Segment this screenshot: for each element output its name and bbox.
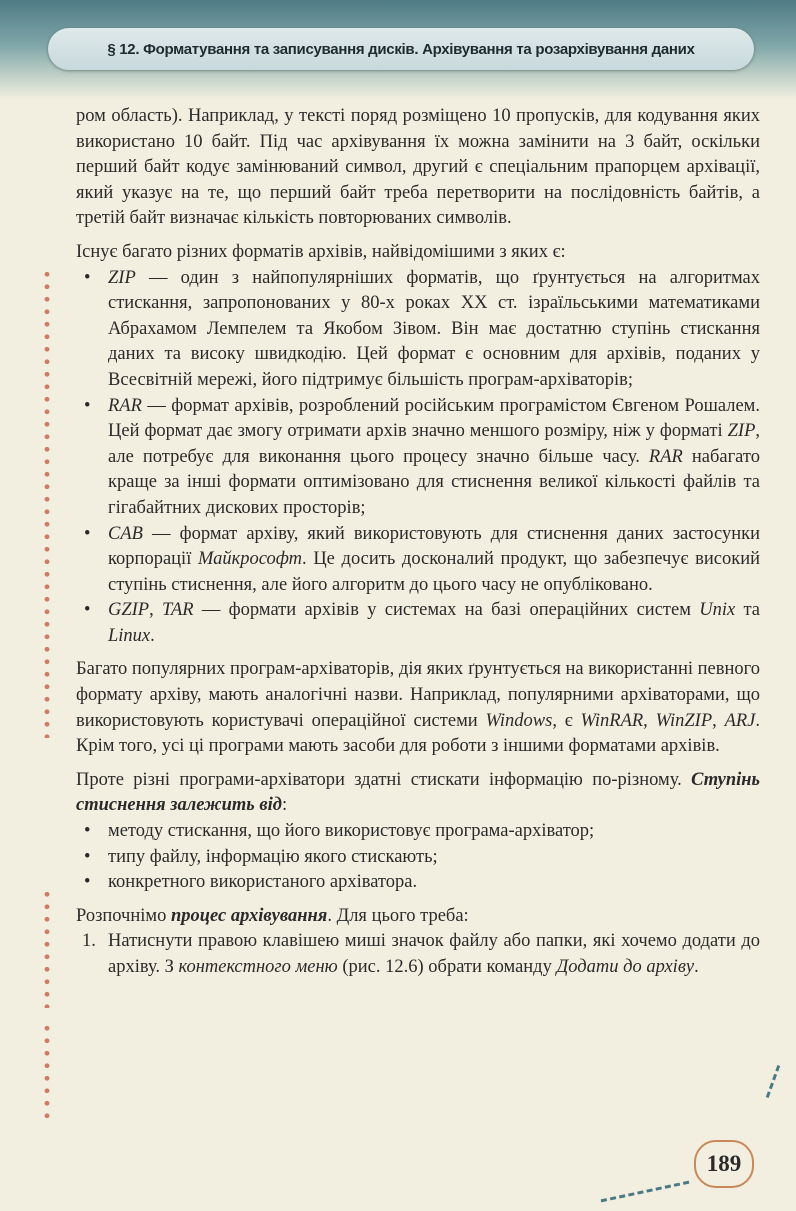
paragraph-compression-depends [76, 768, 760, 819]
margin-dots-2 [44, 888, 50, 1008]
comma: , [643, 710, 656, 731]
decorative-dashed-line [601, 1181, 690, 1203]
cab-description-a: — формат архіву, який використовують для стиснення даних застосунки корпорації [108, 523, 760, 570]
numbered-step-1 [76, 929, 760, 980]
archivers-text-a: Багато популярних програм-архіваторів, дія яких ґрунтується на використанні певного формату архіву, мають аналогічні назви. Наприклад, популярними архіваторами, що використовують користувачі операційної системи [76, 659, 760, 731]
bullet: • [84, 395, 91, 416]
margin-dots-1 [44, 268, 50, 738]
separator: , [149, 600, 163, 621]
list-item-cab [76, 522, 760, 599]
term-tar: TAR [162, 600, 194, 621]
paragraph-archiving-process [76, 904, 760, 930]
term-gzip: GZIP [108, 600, 150, 621]
list-item-gzip-tar [76, 598, 760, 649]
list-item-depends-method [76, 819, 760, 845]
rar-description-c: набагато краще за інші формати оптимізовано для стиснення великої кількості файлів та гігабайтних дискових просторів; [108, 446, 760, 518]
bullet: • [84, 821, 91, 842]
archiver-winrar: WinRAR [580, 710, 644, 731]
zip-description: — один з найпопулярніших форматів, що ґрунтується на алгоритмах стискання, запропонованих у 80-х роках XX ст. ізраїльськими математиками Абрахамом Лемпелем та Якобом Зівом. Він має достатню ступінь стискання даних та високу швидкодію. Цей формат є основним для архівів, поданих у Всесвітній мережі, його підтримує більшість програм-архіваторів; [108, 267, 760, 390]
period: . [694, 957, 699, 977]
decorative-dashed-line [766, 1065, 780, 1098]
paragraph-archiver-names [76, 657, 760, 759]
rar-description-a: — формат архівів, розроблений російським програмістом Євгеном Рошалем. Цей формат дає змогу отримати архів значно меншого розміру, ніж у форматі [108, 395, 760, 442]
margin-dots-3 [44, 1022, 50, 1122]
step1-text-a: Натиснути правою клавішею миші значок файлу або папки, які хочемо додати до архіву. З [108, 931, 760, 977]
os-windows: Windows [485, 710, 553, 731]
list-item-depends-archiver [76, 870, 760, 896]
depends-item-text: типу файлу, інформацію якого стискають; [108, 846, 438, 867]
bullet: • [84, 872, 91, 893]
conjunction: та [735, 600, 761, 621]
process-emphasis: процес архівування [170, 905, 328, 926]
step1-text-b: (рис. 12.6) обрати команду [337, 957, 557, 977]
page-header-title: § 12. Форматування та записування дисків. Архівування та розархівування даних [107, 40, 695, 58]
list-item-zip [76, 266, 760, 394]
context-menu-term: контекстного меню [178, 957, 338, 977]
step-number: 1. [82, 931, 96, 952]
zip-reference: ZIP [727, 421, 756, 442]
bullet: • [84, 267, 91, 288]
page-number: 189 [694, 1140, 754, 1188]
gzip-description: — формати архівів у системах на базі операційних систем [193, 600, 700, 621]
bullet: • [84, 523, 91, 544]
list-item-depends-filetype [76, 845, 760, 871]
period: . [150, 625, 155, 646]
rar-reference: RAR [648, 446, 683, 467]
term-cab: CAB [108, 523, 143, 544]
paragraph-rle-example: ром область). Наприклад, у тексті поряд розміщено 10 пропусків, для кодування яких використано 10 байт. Під час архівування їх можна замінити на 3 байт, оскільки перший байт кодує замінюваний символ, другий є спеціальним прапорцем архівації, який указує на те, що перший байт треба перетворити на послідовність байтів, а третій байт визначає кількість повторюваних символів. [76, 106, 760, 229]
bullet: • [84, 600, 91, 621]
archivers-text-c: . Крім того, усі ці програми мають засоби для роботи з іншими форматами архівів. [76, 710, 761, 757]
term-zip: ZIP [108, 267, 136, 288]
depends-item-text: конкретного використаного архіватора. [108, 872, 418, 893]
company-name: Майкрософт [197, 549, 303, 570]
depends-emphasis: Ступінь стиснення залежить від [76, 769, 760, 816]
process-text-a: Розпочнімо [76, 905, 171, 926]
header-bar [48, 28, 754, 70]
cab-description-b: . Це досить досконалий продукт, що забезпечує високий ступінь стиснення, але його алгоритм до цього часу не опубліковано. [108, 549, 760, 595]
colon: : [281, 795, 288, 816]
archiver-winzip: WinZIP [655, 710, 713, 731]
archivers-text-b: , є [552, 710, 581, 731]
paragraph-formats-intro: Існує багато різних форматів архівів, найвідомішими з яких є: [76, 241, 566, 262]
os-linux: Linux [108, 625, 151, 646]
page-content [76, 104, 760, 981]
rar-description-b: , але потребує для виконання цього процесу значно більше часу. [108, 421, 760, 467]
depends-text-a: Проте різні програми-архіватори здатні стискати інформацію по-різному. [76, 769, 692, 790]
process-text-b: . Для цього треба: [327, 905, 469, 926]
archiver-arj: ARJ [724, 710, 756, 731]
os-unix: Unix [699, 600, 736, 621]
comma: , [712, 710, 725, 731]
term-rar: RAR [108, 395, 142, 416]
bullet: • [84, 846, 91, 867]
list-item-rar [76, 394, 760, 522]
depends-item-text: методу стискання, що його використовує програма-архіватор; [108, 821, 595, 842]
add-to-archive-command: Додати до архіву [556, 957, 695, 977]
